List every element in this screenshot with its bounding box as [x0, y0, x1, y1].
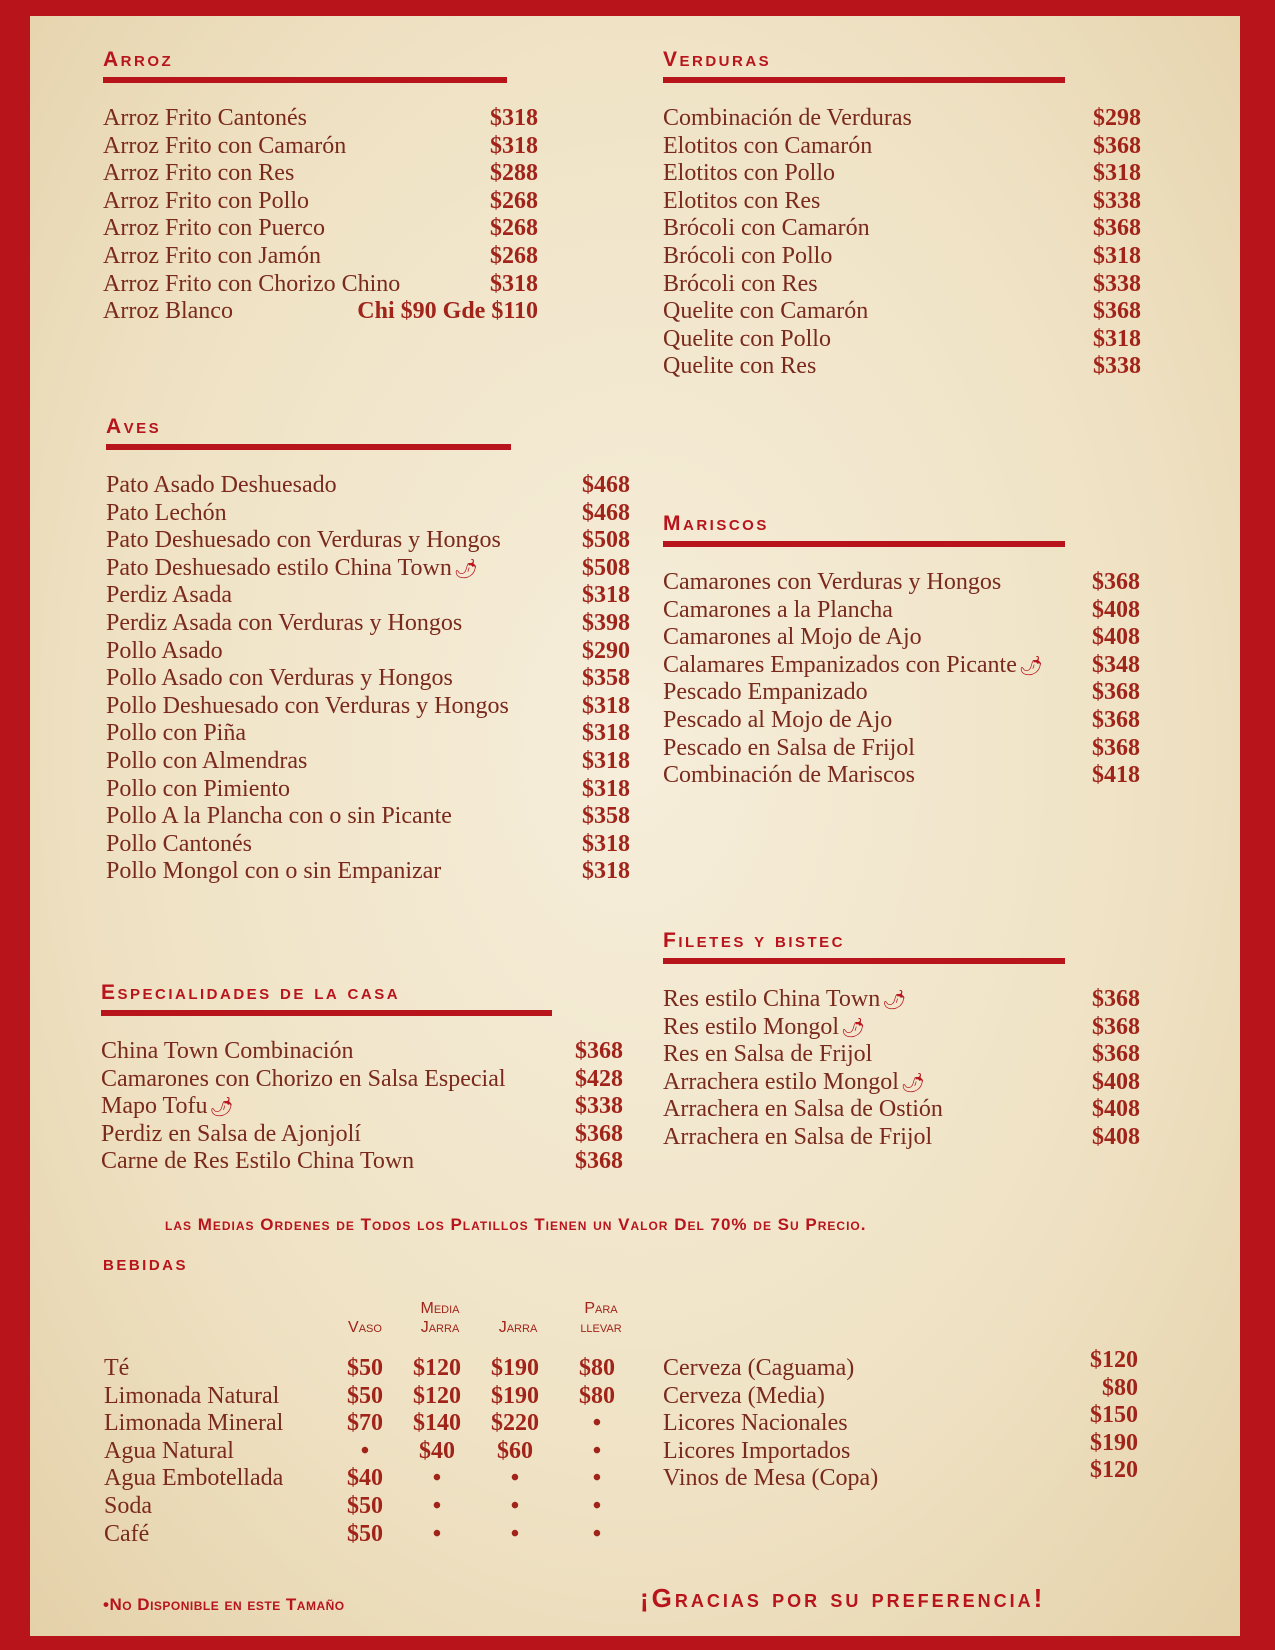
menu-item	[663, 707, 1140, 735]
item-price: $290	[582, 637, 630, 664]
drink-price: $120	[413, 1355, 461, 1381]
item-price: $338	[1093, 187, 1141, 214]
item-price: $368	[1092, 734, 1140, 761]
alcohol-name: Licores Nacionales	[663, 1410, 848, 1437]
item-name	[106, 638, 223, 666]
item-name-text: China Town Combinación	[101, 1038, 354, 1064]
item-name	[663, 243, 832, 271]
drink-price: •	[432, 1465, 442, 1492]
item-name	[663, 1041, 872, 1069]
chili-icon: 🌶	[209, 1097, 234, 1119]
menu-item	[103, 215, 538, 243]
drink-price: $140	[413, 1410, 461, 1437]
item-name-text: Brócoli con Pollo	[663, 242, 833, 269]
drink-name: Agua Natural	[104, 1437, 234, 1464]
item-name-text: Res en Salsa de Frijol	[663, 1041, 873, 1068]
item-name	[106, 527, 501, 555]
item-name-text: Pollo con Almendras	[106, 747, 308, 774]
item-name	[101, 1066, 506, 1094]
item-name-text: Pollo Cantonés	[106, 830, 253, 857]
menu-item	[663, 298, 1141, 326]
item-name	[663, 133, 872, 161]
section-title: Aves	[106, 415, 162, 438]
item-name	[663, 298, 868, 326]
item-price: Chi $90 Gde $110	[357, 298, 538, 325]
item-name-text: Calamares Empanizados con Picante	[663, 651, 1017, 678]
item-name	[663, 353, 816, 381]
item-name	[103, 243, 321, 271]
item-name	[663, 160, 835, 188]
item-name-text: Pescado al Mojo de Ajo	[663, 706, 893, 733]
item-name	[106, 472, 337, 500]
drink-price: •	[510, 1520, 520, 1547]
drink-price: •	[592, 1410, 602, 1437]
item-price: $318	[582, 858, 630, 885]
section-rule	[663, 541, 1065, 547]
item-name	[663, 986, 906, 1014]
item-price: $318	[1093, 160, 1141, 187]
item-name-text: Pollo A la Plancha con o sin Picante	[106, 803, 452, 830]
menu-item	[101, 1093, 623, 1121]
item-price: $428	[575, 1065, 623, 1092]
col-header-media-jarra: Media Jarra	[420, 1300, 460, 1336]
item-price: $318	[490, 132, 538, 159]
menu-item	[106, 720, 630, 748]
item-name-text: Arrachera estilo Mongol	[663, 1068, 899, 1095]
drink-price: $190	[491, 1382, 539, 1409]
alcohol-price: $80	[1102, 1374, 1138, 1401]
item-price: $268	[490, 187, 538, 214]
menu-item	[663, 986, 1140, 1014]
item-price: $408	[1092, 596, 1140, 623]
item-name-text: Camarones con Chorizo en Salsa Especial	[101, 1065, 506, 1092]
menu-item	[106, 610, 630, 638]
section-rule	[663, 77, 1065, 83]
item-price: $368	[1092, 1013, 1140, 1040]
item-price: $288	[490, 160, 538, 187]
item-name-text: Arroz Frito Cantonés	[103, 105, 307, 131]
item-price: $318	[490, 105, 538, 131]
half-order-note: las Medias Ordenes de Todos los Platillos Tienen un Valor Del 70% de Su Precio.	[165, 1215, 867, 1234]
item-name	[106, 610, 462, 638]
drink-price: $40	[419, 1437, 455, 1464]
item-name-text: Pollo con Piña	[106, 720, 247, 747]
item-name	[663, 326, 831, 354]
item-name	[663, 597, 893, 625]
item-price: $268	[490, 215, 538, 242]
item-name	[663, 271, 818, 299]
menu-item	[103, 105, 538, 133]
item-name	[101, 1121, 361, 1149]
menu-item	[663, 624, 1140, 652]
menu-item	[663, 652, 1140, 680]
col-header-jarra: Jarra	[498, 1319, 538, 1336]
item-name	[106, 803, 452, 831]
drink-price: •	[360, 1437, 370, 1464]
item-price: $338	[1093, 353, 1141, 380]
col-header-vaso: Vaso	[348, 1319, 382, 1336]
section-rule	[101, 1010, 552, 1016]
alcohol-price: $120	[1090, 1457, 1138, 1484]
item-name-text: Arroz Frito con Puerco	[103, 215, 325, 242]
item-name-text: Pato Asado Deshuesado	[106, 472, 337, 498]
item-name-text: Arroz Frito con Pollo	[103, 187, 309, 214]
item-name-text: Camarones con Verduras y Hongos	[663, 569, 1002, 595]
drink-price: $50	[347, 1520, 383, 1547]
alcohol-price: $190	[1090, 1429, 1138, 1456]
chili-icon: 🌶	[1018, 655, 1043, 677]
item-name	[103, 188, 309, 216]
thanks-message: ¡Gracias por su preferencia!	[640, 1583, 1046, 1613]
item-price: $468	[582, 499, 630, 526]
menu-item	[106, 555, 630, 583]
item-name-text: Quelite con Res	[663, 353, 817, 380]
section-rule	[663, 958, 1065, 964]
item-name	[663, 652, 1043, 680]
item-price: $318	[582, 692, 630, 719]
section-especialidades	[101, 980, 623, 1176]
item-price: $398	[582, 609, 630, 636]
item-name-text: Pato Deshuesado estilo China Town	[106, 554, 452, 581]
menu-item	[663, 353, 1141, 381]
item-name	[106, 582, 232, 610]
item-price: $408	[1092, 1068, 1140, 1095]
item-name-text: Quelite con Pollo	[663, 325, 831, 352]
col-header-para-llevar: Para llevar	[580, 1300, 622, 1336]
item-price: $338	[575, 1093, 623, 1120]
section-title: Mariscos	[663, 512, 769, 535]
item-name-text: Arroz Frito con Res	[103, 160, 295, 187]
drink-price: $120	[413, 1382, 461, 1409]
item-name-text: Pollo Asado con Verduras y Hongos	[106, 665, 453, 692]
section-arroz	[103, 47, 538, 326]
drink-price: $220	[491, 1410, 539, 1437]
chili-icon: 🌶	[841, 1017, 866, 1039]
item-name-text: Perdiz Asada	[106, 582, 232, 609]
item-price: $358	[582, 803, 630, 830]
section-rule	[103, 77, 507, 83]
section-rule	[106, 444, 511, 450]
item-price: $368	[1093, 132, 1141, 159]
item-name	[103, 105, 307, 133]
item-name-text: Brócoli con Camarón	[663, 215, 870, 242]
item-name	[663, 569, 1001, 597]
alcohol-name: Vinos de Mesa (Copa)	[663, 1465, 879, 1492]
menu-item	[663, 1124, 1140, 1152]
alcohol-name: Licores Importados	[663, 1437, 851, 1464]
menu-item	[663, 215, 1141, 243]
item-name-text: Arroz Blanco	[103, 298, 233, 325]
item-name-text: Elotitos con Res	[663, 187, 821, 214]
menu-item	[106, 500, 630, 528]
drink-price: $70	[347, 1410, 383, 1437]
drink-name: Soda	[104, 1493, 152, 1519]
item-name	[103, 215, 325, 243]
item-name-text: Camarones al Mojo de Ajo	[663, 624, 922, 651]
drink-price: $80	[579, 1355, 615, 1381]
item-name	[663, 1124, 932, 1152]
item-price: $368	[1092, 1041, 1140, 1068]
item-name-text: Brócoli con Res	[663, 270, 818, 297]
menu-item	[663, 271, 1141, 299]
menu-item	[101, 1121, 623, 1149]
item-name-text: Pato Lechón	[106, 499, 227, 526]
item-name-text: Pollo Mongol con o sin Empanizar	[106, 858, 442, 885]
section-title-bebidas: bebidas	[103, 1252, 189, 1275]
menu-item	[106, 803, 630, 831]
alcohol-price: $120	[1090, 1347, 1138, 1373]
menu-item	[103, 271, 538, 299]
item-price: $368	[1092, 569, 1140, 595]
item-name	[103, 271, 400, 299]
item-price: $358	[582, 665, 630, 692]
drink-price: $80	[579, 1382, 615, 1409]
item-price: $368	[1093, 298, 1141, 325]
drink-name: Limonada Mineral	[104, 1410, 284, 1437]
item-name-text: Elotitos con Pollo	[663, 160, 836, 187]
menu-item	[663, 1014, 1140, 1042]
item-price: $368	[575, 1038, 623, 1064]
item-name-text: Arrachera en Salsa de Ostión	[663, 1096, 943, 1123]
section-title: Especialidades de la casa	[101, 981, 401, 1004]
item-name-text: Mapo Tofu	[101, 1093, 208, 1120]
item-price: $468	[582, 472, 630, 498]
menu-item	[106, 776, 630, 804]
item-name-text: Arroz Frito con Camarón	[103, 132, 347, 159]
item-name	[663, 1069, 925, 1097]
alcohol-name: Cerveza (Media)	[663, 1382, 825, 1409]
menu-item	[663, 1041, 1140, 1069]
item-name	[663, 762, 915, 790]
item-name-text: Arroz Frito con Chorizo Chino	[103, 270, 401, 297]
drink-price: •	[432, 1493, 442, 1519]
menu-item	[103, 243, 538, 271]
item-name-text: Quelite con Camarón	[663, 298, 869, 325]
item-name	[663, 624, 922, 652]
item-name-text: Res estilo China Town	[663, 986, 881, 1012]
item-name-text: Combinación de Mariscos	[663, 762, 915, 789]
item-price: $318	[582, 720, 630, 747]
item-name	[101, 1038, 354, 1066]
item-name	[663, 188, 820, 216]
item-name-text: Camarones a la Plancha	[663, 596, 893, 623]
item-price: $408	[1092, 624, 1140, 651]
item-name-text: Carne de Res Estilo China Town	[101, 1148, 415, 1175]
menu-item	[103, 188, 538, 216]
menu-item	[663, 679, 1140, 707]
menu-item	[106, 858, 630, 886]
section-title: Filetes y bistec	[663, 929, 846, 952]
item-price: $348	[1092, 651, 1140, 678]
item-name	[106, 500, 227, 528]
menu-item	[103, 298, 538, 326]
item-name-text: Perdiz en Salsa de Ajonjolí	[101, 1120, 361, 1147]
menu-item	[101, 1066, 623, 1094]
item-name-text: Arrachera en Salsa de Frijol	[663, 1123, 933, 1150]
menu-item	[106, 527, 630, 555]
item-price: $338	[1093, 270, 1141, 297]
menu-item	[663, 326, 1141, 354]
item-price: $368	[1093, 215, 1141, 242]
drink-price: •	[592, 1493, 602, 1519]
item-name	[663, 1014, 865, 1042]
section-verduras	[663, 47, 1141, 381]
item-name-text: Pato Deshuesado con Verduras y Hongos	[106, 527, 501, 554]
menu-item	[663, 1096, 1140, 1124]
item-name	[106, 748, 307, 776]
menu-item	[663, 105, 1141, 133]
drink-name: Café	[104, 1520, 150, 1547]
item-price: $368	[1092, 679, 1140, 706]
item-price: $298	[1093, 105, 1141, 131]
item-name	[663, 679, 868, 707]
menu-item	[663, 133, 1141, 161]
item-name	[663, 707, 892, 735]
item-price: $318	[582, 775, 630, 802]
menu-item	[106, 665, 630, 693]
section-title: Arroz	[103, 48, 174, 71]
drink-price: •	[592, 1437, 602, 1464]
item-price: $508	[582, 554, 630, 581]
item-price: $318	[1093, 325, 1141, 352]
item-price: $408	[1092, 1096, 1140, 1123]
alcohol-name: Cerveza (Caguama)	[663, 1355, 855, 1381]
item-name	[103, 298, 233, 326]
item-name	[101, 1148, 414, 1176]
item-name	[106, 831, 252, 859]
item-price: $268	[490, 242, 538, 269]
item-name	[106, 665, 453, 693]
menu-item	[663, 735, 1140, 763]
menu-item	[663, 1069, 1140, 1097]
item-name	[663, 215, 870, 243]
item-price: $368	[575, 1120, 623, 1147]
item-price: $318	[582, 582, 630, 609]
item-price: $508	[582, 527, 630, 554]
drink-price: •	[510, 1465, 520, 1492]
drink-name: Agua Embotellada	[104, 1465, 284, 1492]
item-name-text: Pollo Deshuesado con Verduras y Hongos	[106, 692, 509, 719]
item-price: $318	[582, 830, 630, 857]
item-name-text: Res estilo Mongol	[663, 1013, 840, 1040]
menu-item	[106, 748, 630, 776]
section-aves	[106, 414, 630, 886]
item-name-text: Arroz Frito con Jamón	[103, 242, 321, 269]
item-name	[106, 720, 246, 748]
item-name	[106, 693, 509, 721]
drink-name: Limonada Natural	[104, 1382, 280, 1409]
section-title: Verduras	[663, 48, 772, 71]
drink-name: Té	[104, 1355, 130, 1381]
item-name-text: Elotitos con Camarón	[663, 132, 873, 159]
item-price: $318	[582, 747, 630, 774]
item-name	[663, 105, 912, 133]
menu-item	[663, 569, 1140, 597]
item-name-text: Pescado en Salsa de Frijol	[663, 734, 915, 761]
drink-price: $50	[347, 1382, 383, 1409]
item-price: $318	[490, 270, 538, 297]
item-price: $368	[1092, 986, 1140, 1012]
item-name	[663, 735, 915, 763]
menu-item	[106, 638, 630, 666]
item-price: $368	[1092, 706, 1140, 733]
footnote-unavailable: •No Disponible en este Tamaño	[103, 1595, 345, 1614]
item-name	[106, 776, 290, 804]
drink-price: •	[510, 1493, 520, 1519]
menu-item	[101, 1148, 623, 1176]
drink-price: $50	[347, 1355, 383, 1381]
item-price: $408	[1092, 1123, 1140, 1150]
menu-item	[106, 472, 630, 500]
menu-item	[103, 160, 538, 188]
item-name	[663, 1096, 943, 1124]
chili-icon: 🌶	[453, 558, 478, 580]
item-name	[103, 160, 294, 188]
item-name-text: Pollo con Pimiento	[106, 775, 291, 802]
drink-price: •	[592, 1520, 602, 1547]
drink-price: $50	[347, 1493, 383, 1519]
item-price: $418	[1092, 762, 1140, 789]
item-name-text: Pescado Empanizado	[663, 679, 868, 706]
menu-item	[106, 693, 630, 721]
drink-price: $60	[497, 1437, 533, 1464]
menu-item	[663, 597, 1140, 625]
alcohol-price: $150	[1090, 1402, 1138, 1429]
item-name-text: Combinación de Verduras	[663, 105, 912, 131]
item-price: $368	[575, 1148, 623, 1175]
item-name-text: Perdiz Asada con Verduras y Hongos	[106, 609, 463, 636]
menu-item	[663, 243, 1141, 271]
menu-item	[101, 1038, 623, 1066]
chili-icon: 🌶	[900, 1072, 926, 1094]
menu-item	[106, 582, 630, 610]
item-name	[106, 858, 441, 886]
chili-icon: 🌶	[882, 990, 907, 1011]
menu-item	[663, 762, 1140, 790]
item-name	[106, 555, 478, 583]
drink-price: $190	[491, 1355, 539, 1381]
item-name	[101, 1093, 234, 1121]
drink-price: $40	[347, 1465, 383, 1492]
item-name	[103, 133, 346, 161]
item-price: $318	[1093, 242, 1141, 269]
drink-price: •	[592, 1465, 602, 1492]
section-filetes	[663, 928, 1140, 1152]
menu-item	[663, 160, 1141, 188]
menu-item	[103, 133, 538, 161]
menu-item	[106, 831, 630, 859]
drink-price: •	[432, 1520, 442, 1547]
section-mariscos	[663, 511, 1140, 790]
menu-item	[663, 188, 1141, 216]
item-name-text: Pollo Asado	[106, 637, 223, 664]
